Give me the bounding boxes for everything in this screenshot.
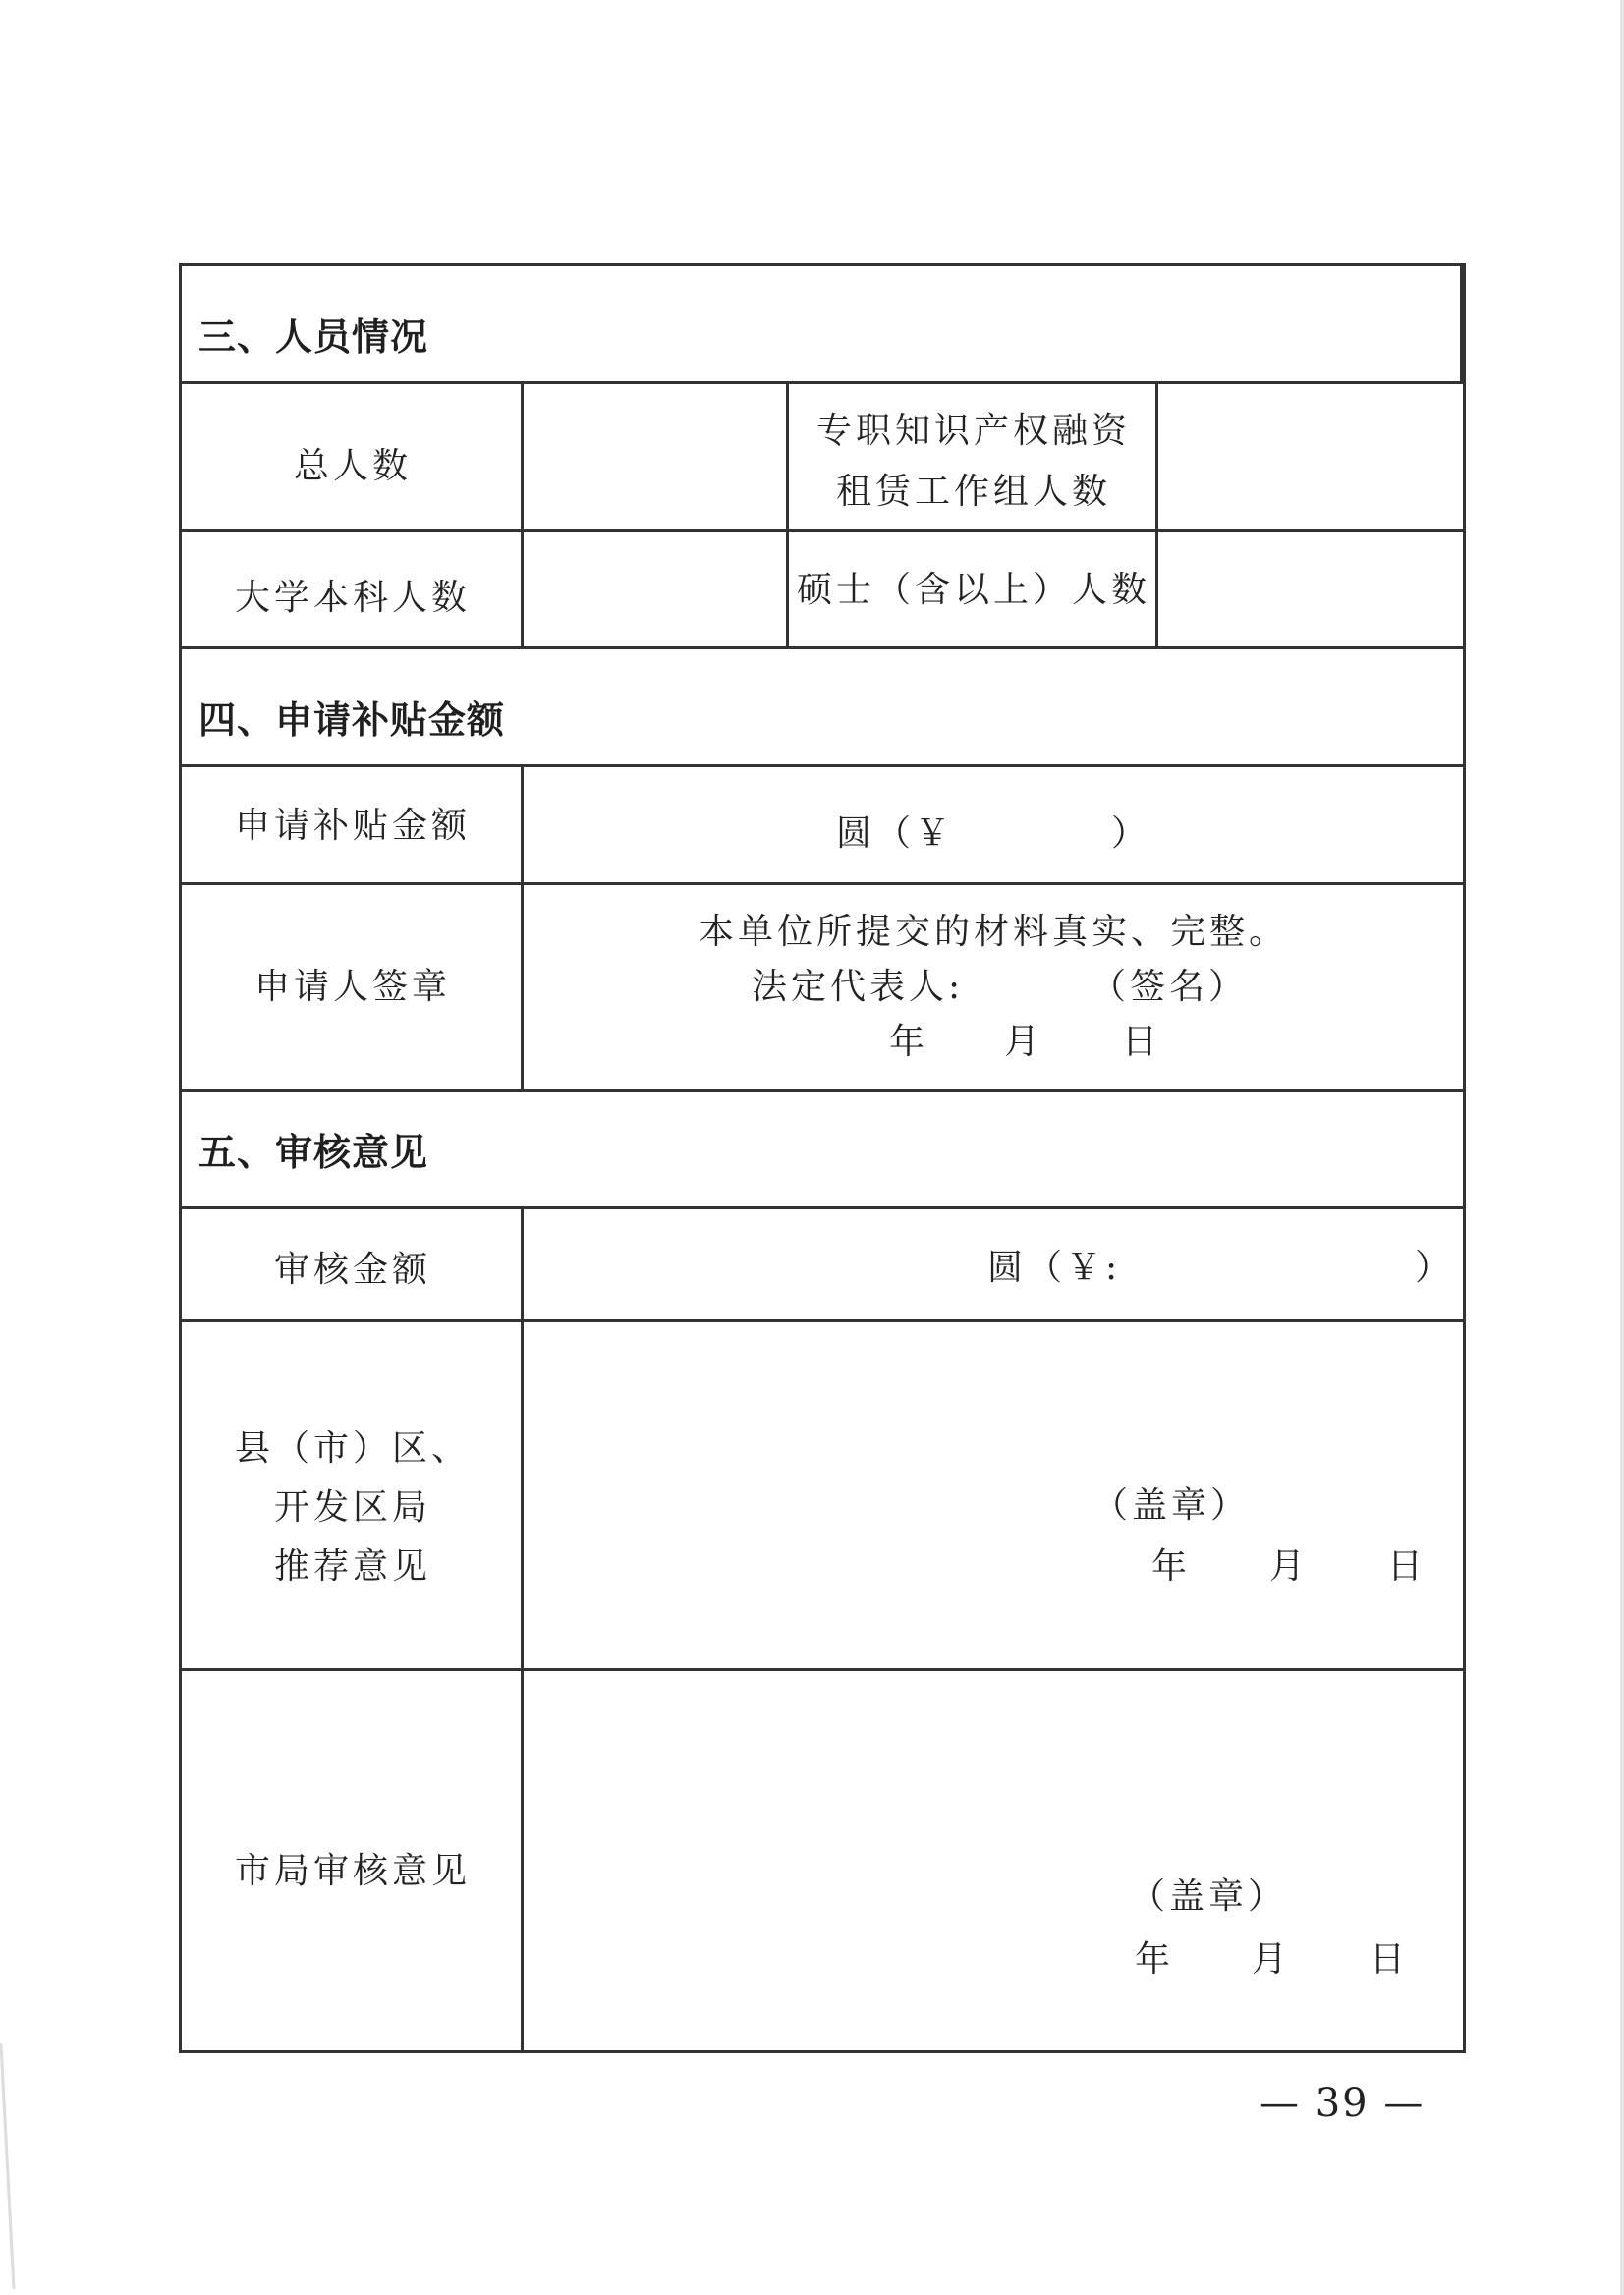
legal-rep-label: 法定代表人: <box>752 967 965 1007</box>
city-opinion-cell[interactable] <box>524 1671 1463 2050</box>
sign-month: 月 <box>1004 1022 1044 1062</box>
amount-value: 圆（￥ ） <box>835 813 1150 854</box>
sign-year: 年 <box>889 1022 929 1062</box>
page-edge-shadow <box>1620 0 1624 2295</box>
team-value-cell[interactable] <box>1158 384 1463 532</box>
page-number: — 39 — <box>1260 2081 1426 2126</box>
master-value-cell[interactable] <box>1158 532 1463 649</box>
county-label-line3: 推荐意见 <box>273 1546 431 1587</box>
county-seal: （盖章） <box>1092 1485 1251 1526</box>
city-month: 月 <box>1252 1939 1292 1980</box>
signer-label: 申请人签章 <box>253 967 451 1007</box>
city-label: 市局审核意见 <box>234 1851 471 1891</box>
county-year: 年 <box>1151 1546 1192 1587</box>
section-personnel-title: 三、人员情况 <box>198 315 429 359</box>
section-review-title: 五、审核意见 <box>198 1131 429 1174</box>
amount-label: 申请补贴金额 <box>234 806 471 846</box>
review-amount-suffix: ） <box>1415 1248 1455 1288</box>
total-label: 总人数 <box>293 446 412 486</box>
page-edge-mark <box>0 2043 16 2289</box>
declaration-text: 本单位所提交的材料真实、完整。 <box>698 912 1288 952</box>
review-amount-prefix: 圆（￥: <box>987 1248 1122 1288</box>
total-value-cell[interactable] <box>524 384 789 532</box>
county-label-line2: 开发区局 <box>273 1487 431 1528</box>
county-opinion-cell[interactable] <box>524 1322 1463 1671</box>
county-label-line1: 县（市）区、 <box>234 1428 471 1469</box>
county-day: 日 <box>1387 1546 1428 1587</box>
city-seal: （盖章） <box>1130 1876 1288 1917</box>
master-label: 硕士（含以上）人数 <box>796 570 1150 610</box>
sign-note: （签名） <box>1091 967 1249 1007</box>
sign-day: 日 <box>1122 1022 1162 1062</box>
section-subsidy-title: 四、申请补贴金额 <box>198 699 506 742</box>
city-year: 年 <box>1135 1939 1175 1980</box>
county-month: 月 <box>1269 1546 1310 1587</box>
review-amount-label: 审核金额 <box>273 1250 431 1290</box>
bachelor-value-cell[interactable] <box>524 532 789 649</box>
bachelor-label: 大学本科人数 <box>234 578 471 618</box>
team-label-line1: 专职知识产权融资 <box>815 411 1131 451</box>
city-day: 日 <box>1370 1939 1410 1980</box>
team-label-line2: 租赁工作组人数 <box>835 472 1111 512</box>
